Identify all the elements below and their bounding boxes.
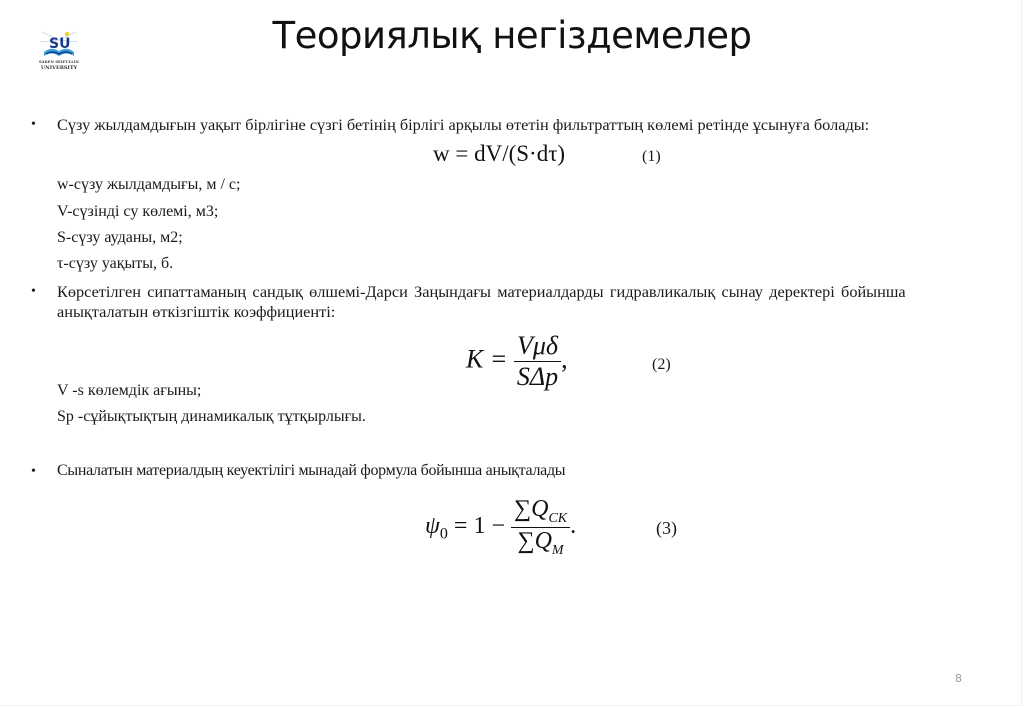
formula-2-fraction <box>514 331 561 392</box>
formula-2-number: (2) <box>652 356 671 373</box>
formula-3-numerator-sub: СК <box>548 510 568 526</box>
formula-3-numerator <box>511 496 570 528</box>
page-number: 8 <box>955 672 962 685</box>
formula-2-numerator: Vμδ <box>514 331 561 362</box>
bullet-2-text-line2: анықталатын өткізгіштік коэффициенті: <box>57 302 336 321</box>
formula-3-denominator-var: Q <box>534 527 552 554</box>
sum-symbol: ∑ <box>517 527 535 554</box>
logo-line1: SAKEN SEIFULLIN <box>38 60 79 64</box>
formula-3 <box>425 496 576 559</box>
formula-3-psi-sub: 0 <box>439 525 448 543</box>
definition-tau: τ-сүзу уақыты, б. <box>57 255 174 272</box>
formula-3-denominator <box>511 528 570 559</box>
bullet-icon: • <box>31 117 36 132</box>
bullet-3-text: Сыналатын материалдың кеуектілігі мынадай формула бойынша анықталады <box>57 462 566 479</box>
formula-2-denominator: SΔp <box>516 362 559 391</box>
logo-line2: UNIVERSITY <box>40 65 78 71</box>
bullet-icon: • <box>31 284 36 299</box>
definition-v-flow: V -s көлемдік ағыны; <box>57 382 202 399</box>
sum-symbol: ∑ <box>513 496 532 522</box>
definition-v: V-сүзінді су көлемі, м3; <box>57 203 219 220</box>
bullet-1-text: Сүзу жылдамдығын уақыт бірлігіне сүзгі бетінің бірлігі арқылы өтетін фильтраттың көлемі ретінде ұсынуға болады: <box>57 115 870 134</box>
formula-3-number: (3) <box>656 518 677 538</box>
formula-3-eq: = 1 − <box>447 512 511 539</box>
slide-title: Теориялық негіздемелер <box>272 14 752 57</box>
definition-w: w-сүзу жылдамдығы, м / с; <box>57 176 241 193</box>
formula-3-denominator-sub: М <box>551 542 564 558</box>
formula-3-numerator-var: Q <box>531 496 549 522</box>
formula-2-lhs: K = <box>466 344 508 374</box>
formula-3-trail: . <box>570 512 577 539</box>
formula-3-psi: ψ <box>425 512 440 539</box>
formula-1-number: (1) <box>642 148 661 165</box>
bullet-icon: • <box>31 464 36 479</box>
bullet-2-text-line1: Көрсетілген сипаттаманың сандық өлшемі-Дарси Заңындағы материалдарды гидравликалық сынау деректері бойынша <box>57 282 906 301</box>
formula-3-fraction <box>511 496 570 559</box>
svg-text:SU: SU <box>49 36 71 52</box>
definition-viscosity: Sp -сұйықтықтың динамикалық тұтқырлығы. <box>57 408 366 425</box>
definition-s: S-сүзу ауданы, м2; <box>57 229 183 246</box>
formula-2-trail: , <box>561 344 568 374</box>
formula-1: w = dV/(S·dτ) <box>433 141 566 166</box>
formula-2 <box>466 331 568 392</box>
